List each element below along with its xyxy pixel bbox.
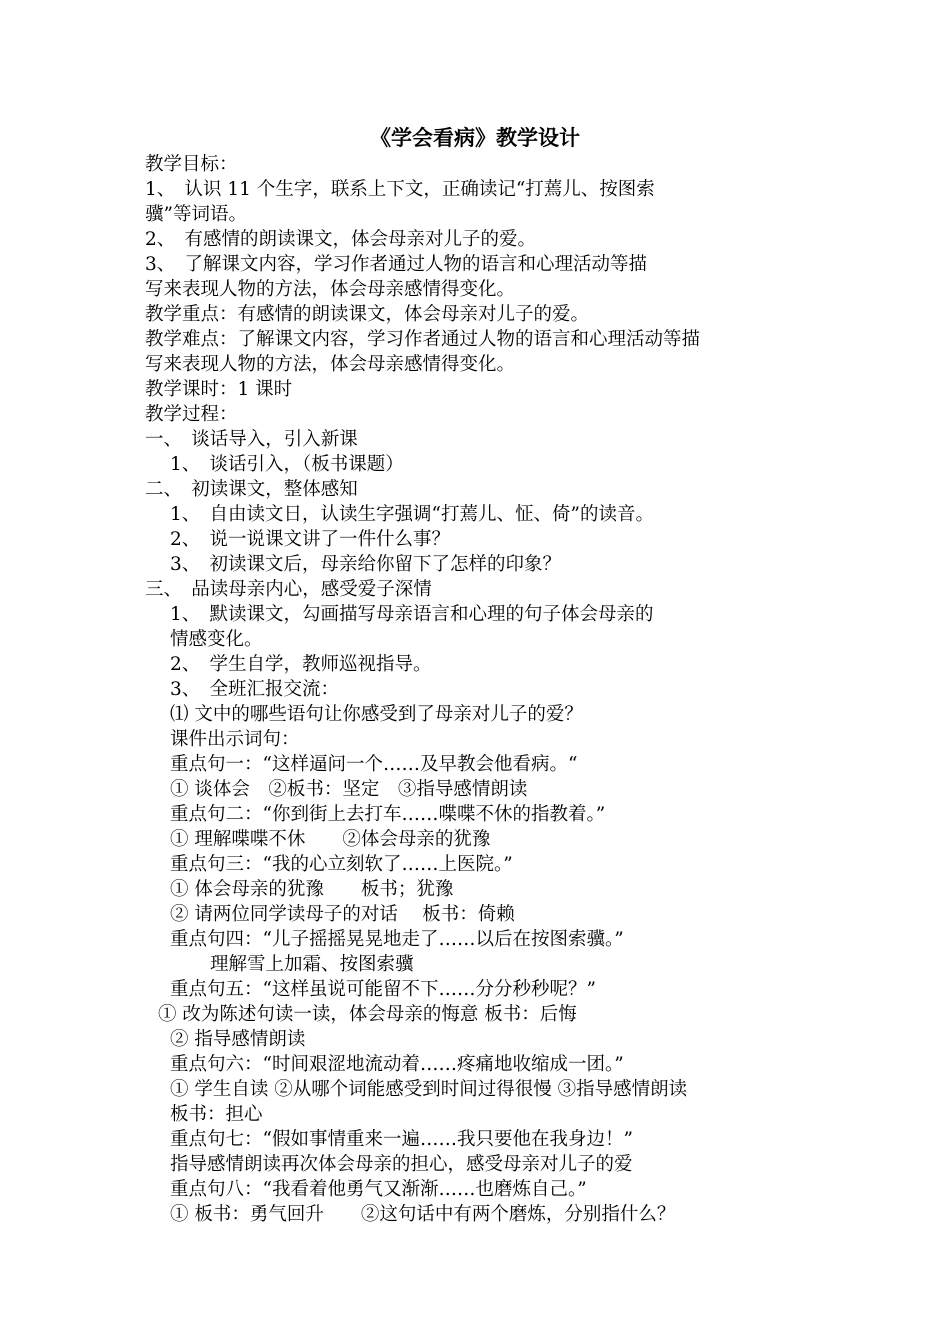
document-line: 教学难点：了解课文内容，学习作者通过人物的语言和心理活动等描: [145, 329, 701, 350]
document-line: 重点句六：“时间艰涩地流动着……疼痛地收缩成一团。”: [170, 1054, 624, 1075]
document-line: 1、 自由读文日，认读生字强调“打蔫儿、怔、倚”的读音。: [170, 504, 654, 525]
document-line: 重点句四：“儿子摇摇晃晃地走了……以后在按图索骥。”: [170, 929, 624, 950]
document-line: 写来表现人物的方法，体会母亲感情得变化。: [145, 279, 516, 300]
document-line: 理解雪上加霜、按图索骥: [210, 954, 414, 975]
document-line: ① 学生自读 ②从哪个词能感受到时间过得很慢 ③指导感情朗读: [170, 1079, 688, 1100]
document-line: ① 改为陈述句读一读，体会母亲的悔意 板书：后悔: [158, 1004, 577, 1025]
document-line: 教学课时：1 课时: [145, 379, 293, 400]
document-line: 骥”等词语。: [145, 204, 247, 225]
document-line: 1、 默读课文，勾画描写母亲语言和心理的句子体会母亲的: [170, 604, 654, 625]
document-line: ① 理解喋喋不休 ②体会母亲的犹豫: [170, 829, 491, 850]
document-line: 2、 学生自学，教师巡视指导。: [170, 654, 432, 675]
document-line: ① 体会母亲的犹豫 板书；犹豫: [170, 879, 454, 900]
document-title: 《学会看病》教学设计: [370, 125, 580, 150]
document-line: 板书：担心: [170, 1104, 263, 1125]
document-line: 2、 说一说课文讲了一件什么事？: [170, 529, 451, 550]
document-line: 重点句三：“我的心立刻软了……上医院。”: [170, 854, 513, 875]
document-line: 重点句八：“我看着他勇气又渐渐……也磨炼自己。”: [170, 1179, 587, 1200]
document-line: 重点句七：“假如事情重来一遍……我只要他在我身边！”: [170, 1129, 633, 1150]
document-line: 教学目标：: [145, 154, 238, 175]
document-line: 1、 认识 11 个生字，联系上下文，正确读记“打蔫儿、按图索: [145, 179, 655, 200]
document-line: 3、 初读课文后，母亲给你留下了怎样的印象？: [170, 554, 562, 575]
document-line: 3、 全班汇报交流：: [170, 679, 340, 700]
document-line: 课件出示词句：: [170, 729, 300, 750]
document-line: ② 指导感情朗读: [170, 1029, 306, 1050]
document-line: 写来表现人物的方法，体会母亲感情得变化。: [145, 354, 516, 375]
document-line: ① 谈体会 ②板书：坚定 ③指导感情朗读: [170, 779, 528, 800]
document-line: 重点句五：“这样虽说可能留不下……分分秒秒呢？”: [170, 979, 596, 1000]
document-line: ① 板书：勇气回升 ②这句话中有两个磨炼，分别指什么？: [170, 1204, 676, 1225]
document-line: 重点句一：“这样逼问一个……及早教会他看病。“: [170, 754, 578, 775]
document-line: 教学过程：: [145, 404, 238, 425]
document-line: 三、 品读母亲内心，感受爱子深情: [145, 579, 432, 600]
document-line: ⑴ 文中的哪些语句让你感受到了母亲对儿子的爱？: [170, 704, 583, 725]
document-line: 二、 初读课文，整体感知: [145, 479, 358, 500]
document-line: 指导感情朗读再次体会母亲的担心，感受母亲对儿子的爱: [170, 1154, 633, 1175]
document-line: 情感变化。: [170, 629, 263, 650]
document-line: 3、 了解课文内容，学习作者通过人物的语言和心理活动等描: [145, 254, 648, 275]
document-line: 1、 谈话引入，（板书课题）: [170, 454, 404, 475]
document-line: 教学重点：有感情的朗读课文，体会母亲对儿子的爱。: [145, 304, 590, 325]
document-line: 重点句二：“你到街上去打车……喋喋不休的指教着。”: [170, 804, 606, 825]
document-line: ② 请两位同学读母子的对话 板书：倚赖: [170, 904, 515, 925]
document-line: 2、 有感情的朗读课文，体会母亲对儿子的爱。: [145, 229, 537, 250]
document-line: 一、 谈话导入，引入新课: [145, 429, 358, 450]
